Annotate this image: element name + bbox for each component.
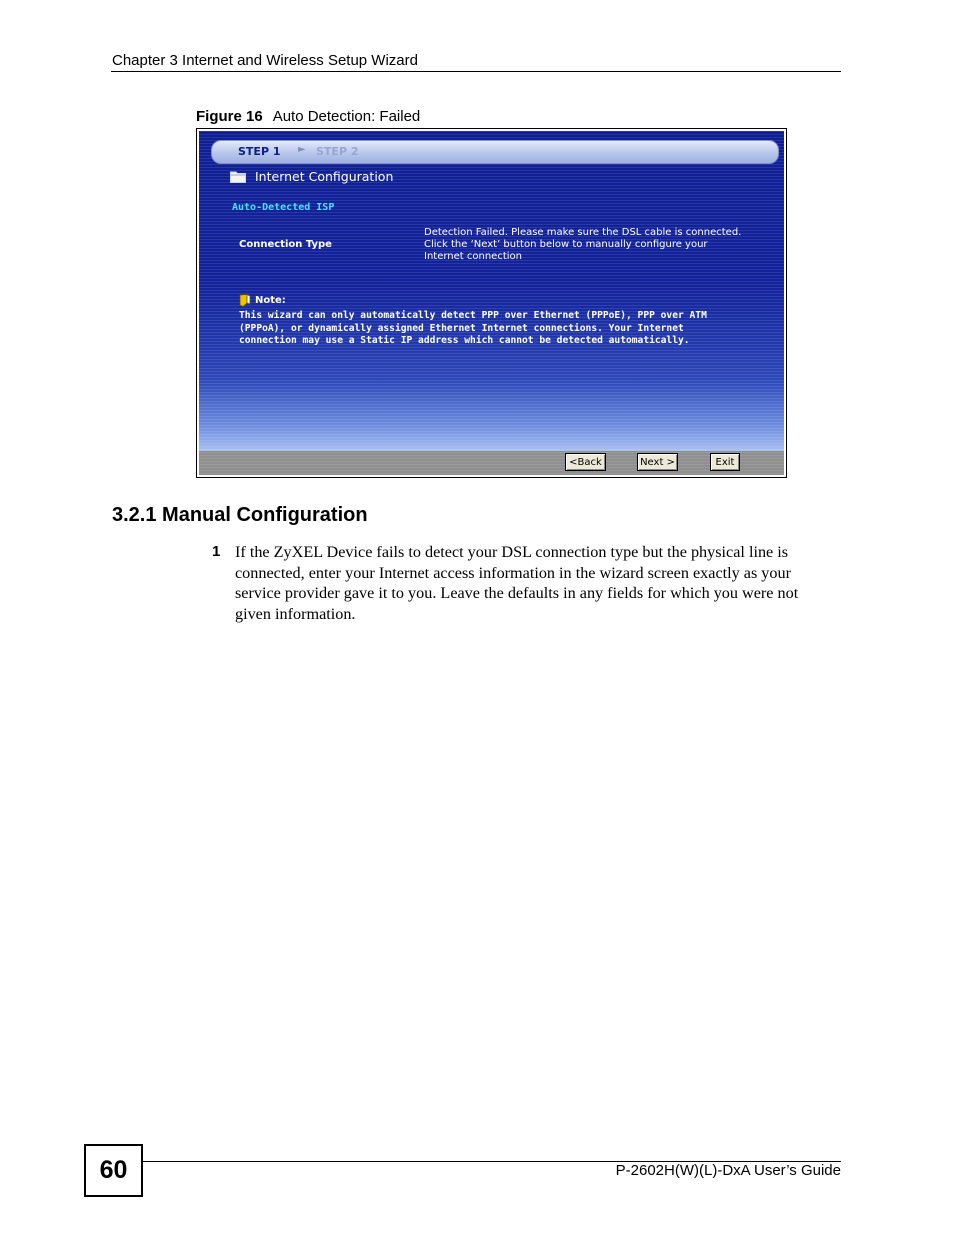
note-icon [239, 294, 251, 307]
note-line: (PPPoA), or dynamically assigned Ethernet Internet connections. Your Internet [239, 322, 684, 334]
step-number: 1 [212, 543, 221, 560]
section-title: Internet Configuration [255, 169, 394, 184]
figure-title: Auto Detection: Failed [272, 108, 421, 125]
connection-message-line: Click the ‘Next’ button below to manually configure your [424, 239, 708, 250]
page-number: 60 [84, 1144, 143, 1197]
folder-icon [230, 170, 246, 183]
note-text [239, 310, 779, 348]
wizard-step-bar [211, 140, 779, 164]
connection-type-message [424, 227, 779, 263]
connection-message-line: Detection Failed. Please make sure the DSL cable is connected. [424, 227, 742, 238]
step-2-indicator: STEP 2 [316, 145, 359, 158]
section-heading: 3.2.1 Manual Configuration [112, 504, 368, 526]
auto-detected-isp-label: Auto-Detected ISP [232, 202, 335, 213]
next-button[interactable]: Next > [637, 453, 678, 471]
step-1-indicator[interactable]: STEP 1 [238, 145, 281, 158]
note-line: connection may use a Static IP address which cannot be detected automatically. [239, 335, 690, 346]
wizard-screen [199, 131, 784, 475]
step-text [235, 542, 841, 624]
back-button[interactable]: <Back [565, 453, 606, 471]
connection-message-line: Internet connection [424, 251, 522, 262]
exit-button[interactable]: Exit [710, 453, 740, 471]
connection-type-label: Connection Type [239, 239, 332, 250]
step-text-line: If the ZyXEL Device fails to detect your DSL connection type but the physical line is [235, 543, 789, 561]
running-header: Chapter 3 Internet and Wireless Setup Wizard [112, 52, 418, 69]
note-line: This wizard can only automatically detect PPP over Ethernet (PPPoE), PPP over ATM [239, 310, 707, 321]
header-rule [111, 71, 841, 72]
figure-label: Figure 16 [196, 108, 263, 125]
step-text-line: connected, enter your Internet access information in the wizard screen exactly as your [235, 563, 791, 582]
note-label: Note: [255, 295, 286, 306]
step-text-line: service provider gave it to you. Leave the defaults in any fields for which you were not [235, 584, 799, 602]
guide-name: P-2602H(W)(L)-DxA User’s Guide [615, 1162, 841, 1179]
figure-caption [196, 108, 420, 125]
step-text-line: given information. [235, 604, 356, 623]
triangle-right-icon: ► [298, 144, 306, 155]
figure-screenshot [196, 128, 787, 478]
